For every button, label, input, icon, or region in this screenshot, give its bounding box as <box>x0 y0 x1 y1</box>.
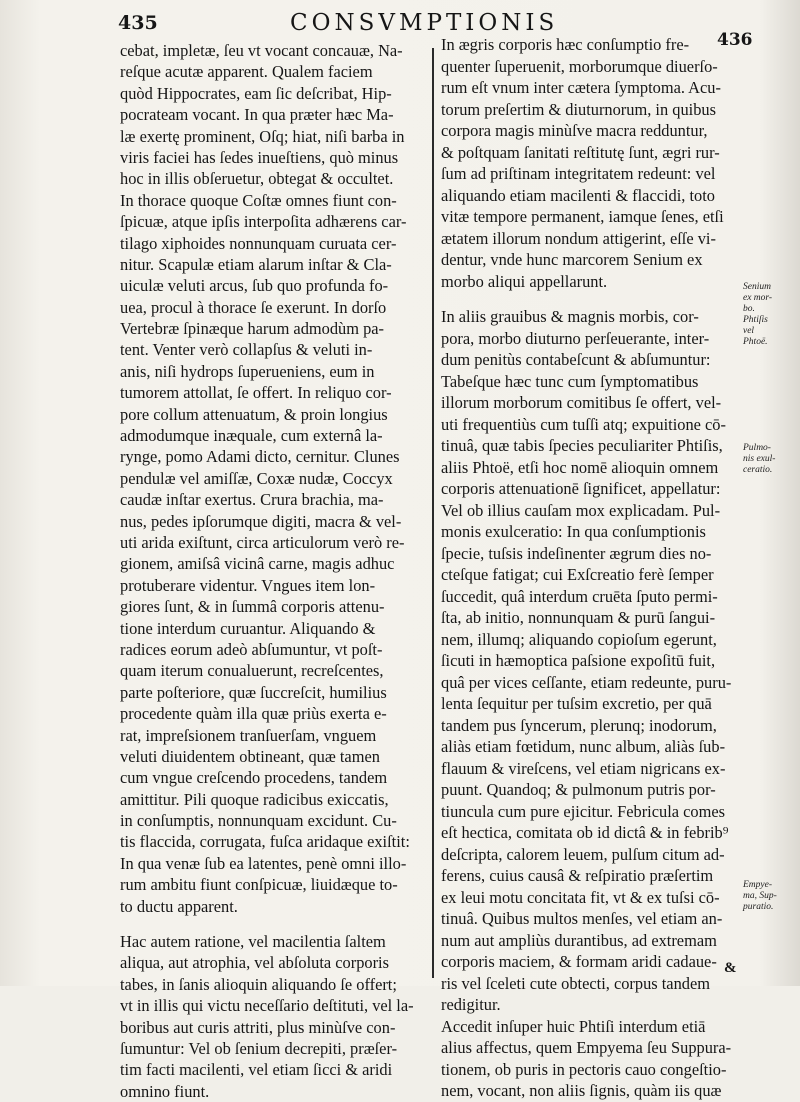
text-line: tione interdum curuantur. Aliquando & <box>120 618 376 638</box>
marginal-note-line: puratio. <box>743 902 774 912</box>
text-line: pore collum attenuatum, & proin longius <box>120 404 388 424</box>
text-line: parte poſteriore, quæ ſuccreſcit, humilius <box>120 682 387 702</box>
marginal-note-line: vel <box>743 326 755 336</box>
text-line: puunt. Quandoq; & pulmonum putris por- <box>441 780 716 799</box>
text-line: aliquando etiam macilenti & flaccidi, toto <box>441 185 715 205</box>
text-line: uti frequentiùs cum tuſſi atq; expuitione cō- <box>441 414 726 434</box>
text-line: morbo aliqui appellarunt. <box>441 271 608 291</box>
text-line: Vertebræ ſpinæque harum admodùm pa- <box>120 319 385 339</box>
text-line: procedente quàm illa quæ priùs exerta e- <box>120 704 387 724</box>
text-line: redigitur. <box>441 995 501 1014</box>
text-line: cebat, impletæ, ſeu vt vocant concauæ, Na- <box>120 41 403 60</box>
text-line: veluti diuidentem obtineant, quæ tamen <box>120 746 380 766</box>
text-line: ſta, ab initio, nonnunquam & purū ſangui- <box>441 608 716 627</box>
text-line: vt in illis qui victu neceſſario deſtituti, vel la- <box>120 996 414 1016</box>
text-line: nus, pedes ipſorumque digiti, macra & vel- <box>120 511 402 531</box>
column-divider <box>432 48 434 978</box>
text-line: aliis Phtoë, etſi hoc nomē alioquin omnem <box>441 457 719 477</box>
text-line: deſcripta, calorem leuem, pulſum citum ad- <box>441 844 725 864</box>
catchword: & <box>724 960 737 976</box>
marginal-note-line: Phtoë. <box>743 337 768 347</box>
text-line: flauum & vireſcens, vel etiam nigricans ex- <box>441 758 726 778</box>
text-line: rat, impreſsionem tranſuerſam, vnguem <box>120 725 377 745</box>
marginal-note-line: ceratio. <box>743 465 773 475</box>
text-line: Accedit inſuper huic Phtiſi interdum etiā <box>441 1016 706 1036</box>
text-line: eſt hectica, comitata ob id dictâ & in febrib⁹ <box>441 823 729 842</box>
page-number-right: 436 <box>717 30 753 50</box>
right-text-column <box>441 34 739 1102</box>
text-line: tumorem attollat, ſe offert. In reliquo cor- <box>120 383 392 403</box>
text-line: rum eſt vnum inter cætera ſymptoma. Acu- <box>441 78 721 97</box>
text-line: dum penitùs contabeſcunt & abſumuntur: <box>441 350 711 369</box>
text-line: ris vel ſceleti cute obtecti, corpus tandem <box>441 973 710 993</box>
text-line: tionem, ob puris in pectoris cauo congeſtio- <box>441 1059 727 1079</box>
text-line: nem, illumq; aliquando copioſum egerunt, <box>441 629 717 649</box>
marginal-note-line: ex mor- <box>743 293 773 303</box>
text-line: admodumque inæquale, cum externâ la- <box>120 426 383 446</box>
text-line: ſicuti in hæmoptica paſsione expoſitū fuit, <box>441 651 716 670</box>
text-line: tiuncula cum pure ejicitur. Febricula comes <box>441 801 726 821</box>
text-line: num aut ampliùs durantibus, ad extremam <box>441 930 717 950</box>
text-line: quâ per vices ceſſante, etiam redeunte, puru- <box>441 672 732 692</box>
text-line: gionem, amiſsâ vicinâ carne, magis adhuc <box>120 554 395 574</box>
text-line: ferens, cuius causâ & reſpiratio præſertim <box>441 866 714 885</box>
text-line: aliqua, aut atrophia, vel abſoluta corporis <box>120 953 389 973</box>
text-line: tim facti macilenti, vel etiam ſicci & aridi <box>120 1060 393 1080</box>
text-line: ætatem illorum nondum attigerint, eſſe vi- <box>441 228 716 248</box>
text-line: rum ambitu fiunt conſpicuæ, liuidæque to- <box>120 875 398 895</box>
text-line: cum vngue creſcendo procedens, tandem <box>120 768 388 788</box>
text-line: tilago xiphoides nonnunquam curuata cer- <box>120 233 397 253</box>
text-line: pendulæ vel amiſſæ, Coxæ nudæ, Coccyx <box>120 468 393 488</box>
text-line: in conſumptis, nonnunquam excidunt. Cu- <box>120 811 397 831</box>
text-line: læ exertę prominent, Oſq; hiat, niſi barba in <box>120 126 405 146</box>
text-line: protuberare videntur. Vngues item lon- <box>120 575 376 595</box>
text-line: monis exulceratio: In qua conſumptionis <box>441 522 706 541</box>
text-line: tinuâ, quæ tabis ſpecies peculiariter Phtiſis, <box>441 436 723 455</box>
text-line: Tabeſque hæc tunc cum ſymptomatibus <box>441 371 699 391</box>
text-line: nitur. Scapulæ etiam alarum inſtar & Cla- <box>120 254 392 274</box>
text-line: In ægris corporis hæc conſumptio fre- <box>441 35 690 54</box>
text-line: dentur, vnde hunc marcorem Senium ex <box>441 250 703 269</box>
text-line: to ductu apparent. <box>120 896 238 916</box>
text-line: tandem pus ſyncerum, plerunq; inodorum, <box>441 715 717 735</box>
text-line: radices eorum adeò abſumuntur, vt poſt- <box>120 639 383 659</box>
text-line: amittitur. Pili quoque radicibus exiccatis, <box>120 789 389 809</box>
text-line: reſque acutæ apparent. Qualem faciem <box>120 62 373 82</box>
text-line: ſum ad priſtinam integritatem redeunt: vel <box>441 164 716 183</box>
text-line: corpora magis minùſve macra redduntur, <box>441 121 708 140</box>
text-line: alius affectus, quem Empyema ſeu Suppura- <box>441 1038 732 1057</box>
text-line: omnino fiunt. <box>120 1081 210 1101</box>
text-line: tabes, in ſanis alioquin aliquando ſe offert; <box>120 974 397 994</box>
text-line: ſpecie, tuſsis indeſinenter ægrum dies no- <box>441 543 712 563</box>
text-line: ſumuntur: Vel ob ſenium decrepiti, præſer- <box>120 1038 398 1058</box>
page-number-left: 435 <box>118 12 158 34</box>
text-line: tent. Venter verò collapſus & veluti in- <box>120 340 373 360</box>
text-line: ſpicuæ, atque ipſis interpoſita adhærens car- <box>120 212 407 232</box>
text-line: uea, procul à thorace ſe exerunt. In dorſo <box>120 297 387 317</box>
text-line: cteſque fatigat; cui Exſcreatio ferè ſemper <box>441 565 714 584</box>
marginal-note-empyema <box>743 880 800 913</box>
text-line: corporis attenuationē ſignificet, appellatur: <box>441 479 721 498</box>
text-line: pora, morbo diuturno perſeuerante, inter- <box>441 328 710 348</box>
text-line: ſuccedit, quâ interdum cruēta ſputo permi- <box>441 586 718 606</box>
paragraph-break <box>120 917 430 931</box>
text-line: vitæ tempore permanent, iamque ſenes, etſi <box>441 207 724 226</box>
paragraph-break <box>441 292 739 306</box>
text-line: anis, niſi hydrops ſuperueniens, eum in <box>120 361 375 381</box>
text-line: lenta ſequitur per tuſsim excretio, per quā <box>441 694 712 713</box>
marginal-note-line: bo. <box>743 304 755 314</box>
text-line: tinuâ. Quibus multos menſes, vel etiam an- <box>441 909 723 928</box>
marginal-note-line: ma, Sup- <box>743 891 777 901</box>
text-line: corporis maciem, & formam aridi cadaue- <box>441 952 717 971</box>
text-line: quam iterum conualuerunt, recreſcentes, <box>120 661 384 681</box>
marginal-note-pulmonis <box>743 443 800 476</box>
text-line: giores ſunt, & in ſummâ corporis attenu- <box>120 597 385 617</box>
text-line: In aliis grauibus & magnis morbis, cor- <box>441 307 699 326</box>
marginal-note-line: Phtiſis <box>743 315 768 325</box>
running-header: CONSVMPTIONIS <box>290 10 559 36</box>
marginal-note-line: Senium <box>743 282 771 292</box>
text-line: illorum morborum comitibus ſe offert, vel- <box>441 393 722 412</box>
text-line: tis flaccida, corrugata, fuſca aridaque exiſtit: <box>120 832 410 852</box>
left-text-column <box>120 40 430 1102</box>
text-line: hoc in illis obſeruetur, obtegat & occultet. <box>120 169 394 189</box>
text-line: torum preſertim & diuturnorum, in quibus <box>441 99 716 119</box>
marginal-note-line: nis exul- <box>743 454 776 464</box>
text-line: & poſtquam ſanitati reſtitutę ſunt, ægri rur- <box>441 142 720 162</box>
text-line: quòd Hippocrates, eam ſic deſcribat, Hip- <box>120 83 392 103</box>
text-line: Hac autem ratione, vel macilentia ſaltem <box>120 932 386 952</box>
text-line: uti arida exiſtunt, circa articulorum verò re- <box>120 532 405 552</box>
marginal-note-line: Empye- <box>743 880 773 890</box>
text-line: boribus aut curis attriti, plus minùſve con- <box>120 1017 396 1037</box>
text-line: nem, vocant, non aliis ſignis, quàm iis quæ <box>441 1081 722 1100</box>
marginal-note-senium <box>743 282 800 348</box>
text-line: uiculæ veluti arcus, ſub quo profunda fo- <box>120 276 389 296</box>
text-line: ex leui motu concitata fit, vt & ex tuſsi cō- <box>441 887 720 907</box>
text-line: In qua venæ ſub ea latentes, penè omni illo- <box>120 853 407 873</box>
text-line: In thorace quoque Coſtæ omnes fiunt con- <box>120 190 397 210</box>
text-line: caudæ inſtar exertus. Crura brachia, ma- <box>120 490 384 510</box>
text-line: rynge, pomo Adami dicto, cernitur. Clunes <box>120 447 400 467</box>
text-line: quenter ſuperuenit, morborumque diuerſo- <box>441 56 718 76</box>
text-line: viris faciei has ſedes inueſtiens, quò minus <box>120 147 399 167</box>
marginal-note-line: Pulmo- <box>743 443 771 453</box>
text-line: pocrateam vocant. In qua præter hæc Ma- <box>120 105 394 125</box>
text-line: aliàs etiam fœtidum, nunc album, aliàs ſub- <box>441 737 726 756</box>
text-line: Vel ob illius cauſam mox explicadam. Pul- <box>441 500 721 520</box>
